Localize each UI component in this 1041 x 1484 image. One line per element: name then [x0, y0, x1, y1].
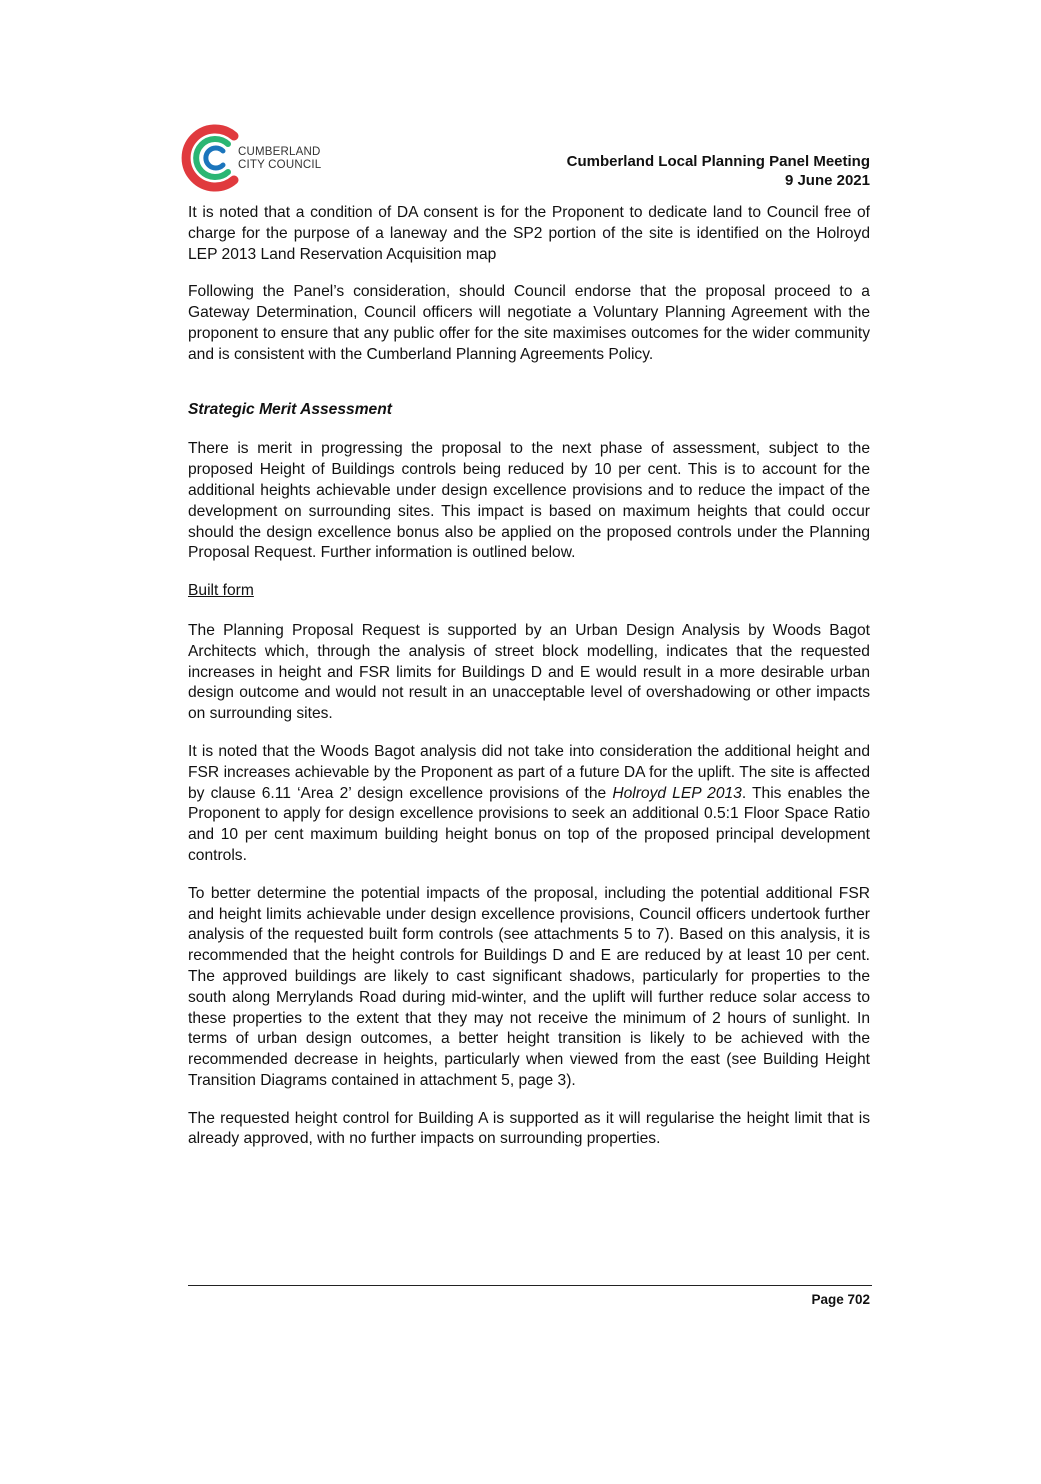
paragraph-dedication: It is noted that a condition of DA consent is for the Proponent to dedicate land to Council free of charge for the purpose of a laneway and the SP2 portion of the site is identified on the Holroyd LEP 2013 Land Reservation Acquisition map — [188, 204, 870, 263]
council-logo — [176, 122, 336, 194]
meeting-header — [567, 152, 870, 190]
paragraph-design-excellence-part1: It is noted that the Woods Bagot analysis did not take into consideration the additional height and FSR increases achievable by the Proponent as part of a future DA for the uplift. The site is affected by clause 6.11 ‘Area 2’ design excellence provisions of the — [188, 742, 870, 802]
subheading-built-form: Built form — [188, 582, 254, 600]
logo-line-2: CITY COUNCIL — [238, 159, 322, 171]
page-number: Page 702 — [811, 1292, 870, 1307]
paragraph-building-a: The requested height control for Building A is supported as it will regularise the height limit that is already approved, with no further impacts on surrounding properties. — [188, 1109, 870, 1148]
logo-line-1: CUMBERLAND — [238, 146, 321, 158]
paragraph-impact-analysis: To better determine the potential impacts of the proposal, including the potential additional FSR and height limits achievable under design excellence provisions, Council officers undertook further analysis of the requested built form controls (see attachments 5 to 7). Based on this analysis, it is recommended that the height controls for Buildings D and E are reduced by at least 10 per cent. The approved buildings are likely to cast significant shadows, particularly for properties to the south along Merrylands Road during mid-winter, and the uplift will further reduce solar access to these properties to the extent that they may not receive the minimum of 2 hours of sunlight. In terms of urban design outcomes, a better height transition is likely to be achieved with the recommended decrease in heights, particularly when viewed from the east (see Building Height Transition Diagrams contained in attachment 5, page 3). — [188, 884, 870, 1089]
document-body — [188, 203, 870, 1167]
footer-divider — [188, 1285, 872, 1286]
paragraph-merit-summary: There is merit in progressing the proposal to the next phase of assessment, subject to the proposed Height of Buildings controls being reduced by 10 per cent. This is to account for the additional heights achievable under design excellence provisions and to reduce the impact of the development on surrounding sites. This impact is based on maximum heights that could occur should the design excellence bonus also be applied on the proposed controls under the Planning Proposal Request. Further information is outlined below. — [188, 440, 870, 562]
logo-wordmark — [238, 146, 321, 172]
meeting-date: 9 June 2021 — [784, 172, 870, 189]
paragraph-urban-design-analysis: The Planning Proposal Request is supported by an Urban Design Analysis by Woods Bagot Architects which, through the analysis of street block modelling, indicates that the requested increases in height and FSR limits for Buildings D and E would result in a more desirable urban design outcome and would not result in an unacceptable level of overshadowing or other impacts on surrounding sites. — [188, 621, 870, 723]
paragraph-design-excellence — [188, 742, 870, 867]
lep-reference: Holroyd LEP 2013 — [612, 784, 742, 802]
section-heading-strategic-merit: Strategic Merit Assessment — [188, 400, 392, 418]
paragraph-voluntary-planning-agreement: Following the Panel’s consideration, should Council endorse that the proposal proceed to a Gateway Determination, Council officers will negotiate a Voluntary Planning Agreement with the proponent to ensure that any public offer for the site maximises outcomes for the wider community and is consistent with the Cumberland Planning Agreements Policy. — [188, 283, 870, 363]
paragraph-design-excellence-part2: . This enables the Proponent to apply for design excellence provisions to seek an additional 0.5:1 Floor Space Ratio and 10 per cent maximum building height bonus on top of the proposed principal development controls. — [188, 784, 870, 864]
meeting-title: Cumberland Local Planning Panel Meeting — [566, 153, 870, 170]
